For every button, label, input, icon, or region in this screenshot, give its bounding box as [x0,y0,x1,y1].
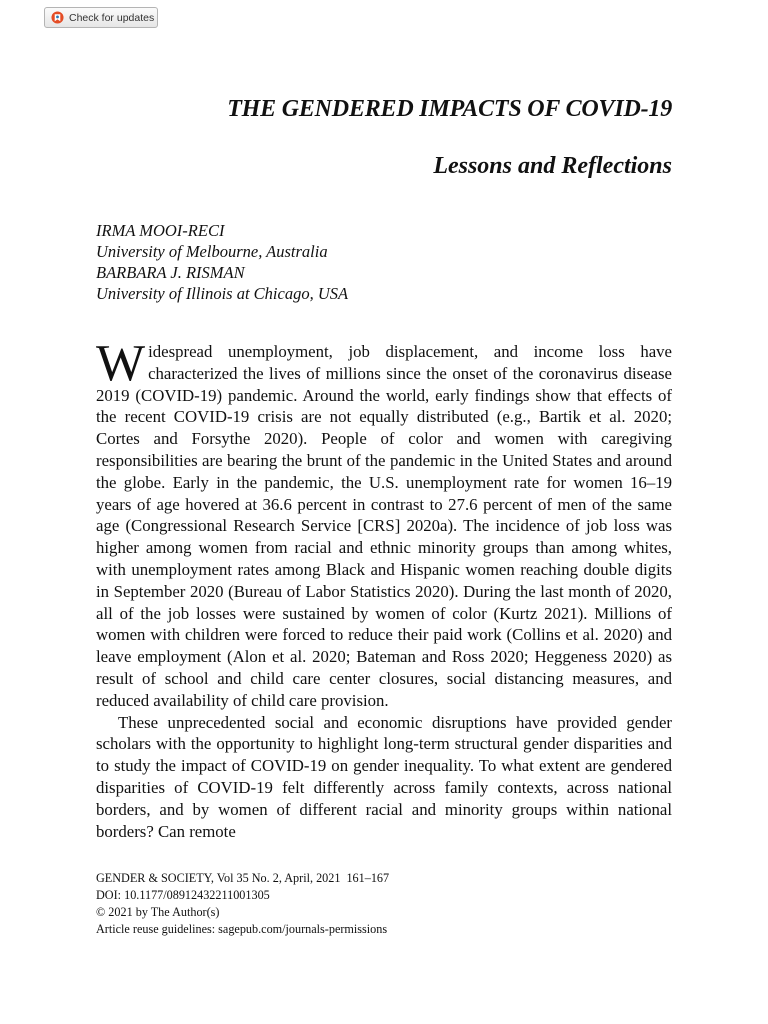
journal-footer [96,870,656,938]
article-body [96,335,672,842]
page-range: 161–167 [346,871,390,885]
doi: DOI: 10.1177/08912432211001305 [96,888,270,902]
body-paragraph [96,335,672,712]
copyright: © 2021 by The Author(s) [96,905,220,919]
check-for-updates-label: Check for updates [69,11,155,24]
author-affiliation: University of Illinois at Chicago, USA [96,284,349,303]
author-name: IRMA MOOI-RECI [96,221,225,240]
article-subtitle: Lessons and Reflections [433,153,672,179]
paragraph-text: idespread unemployment, job displacement, and income loss have characterized the lives of millions since the onset of the coronavirus disease 2019 (COVID-19) pandemic. Around the world, early findings show that effects of the recent COVID-19 crisis are not equally distributed (e.g., Bartik et al. 2020; Cortes and Forsythe 2020). People of color and women with caregiving responsibilities are bearing the brunt of the pandemic in the United States and around the globe. Early in the pandemic, the U.S. unemployment rate for women 16–19 years of age hovered at 36.6 percent in contrast to 27.6 percent of men of the same age (Congressional Research Service [CRS] 2020a). The incidence of job loss was higher among women from racial and ethnic minority groups than among whites, with unemployment rates among Black and Hispanic women reaching double digits in September 2020 (Bureau of Labor Statistics 2020). During the last month of 2020, all of the job losses were sustained by women of color (Kurtz 2021). Millions of women with children were forced to reduce their paid work (Collins et al. 2020) and leave employment (Alon et al. 2020; Bateman and Ross 2020; Heggeness 2020) as result of school and child care center closures, social distancing measures, and reduced availability of child care provision. [96,342,672,710]
body-paragraph: These unprecedented social and economic disruptions have provided gender scholars with the opportunity to highlight long-term structural gender disparities and to study the impact of COVID-19 on gender inequality. To what extent are gendered disparities of COVID-19 felt differently across family contexts, across national borders, and by women of different racial and minority groups within national borders? Can remote [96,712,672,841]
reuse-guidelines: Article reuse guidelines: sagepub.com/journals-permissions [96,922,388,936]
check-for-updates-icon [51,11,64,24]
author-block [96,220,596,304]
drop-cap: W [96,335,146,392]
author-name: BARBARA J. RISMAN [96,263,245,282]
journal-citation: GENDER & SOCIETY, Vol 35 No. 2, April, 2021 [96,871,341,885]
author-affiliation: University of Melbourne, Australia [96,242,328,261]
check-for-updates-button[interactable] [44,7,158,28]
article-title: THE GENDERED IMPACTS OF COVID-19 [227,96,672,122]
